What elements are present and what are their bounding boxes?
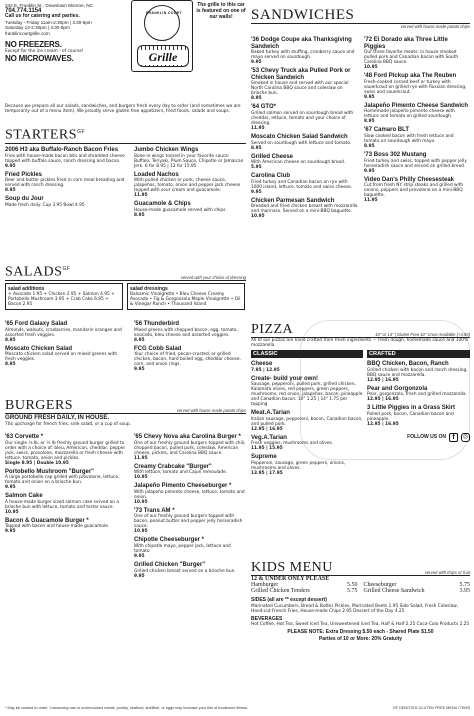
- menu-item: [134, 172, 246, 199]
- sandwiches-note: served with house made potato chips: [400, 24, 470, 29]
- menu-item-description: Sausage, pepperoni, pulled pork, grilled chicken, Kalamata olives, red peppers, green peppers, mushrooms, red onion, jalapeños, bacon, pineapple and Canadian bacon. 10" 1.25 | 14" 1.75 per topping: [251, 382, 363, 408]
- menu-item-name: Jalapeño Pimento Cheese Sandwich: [364, 102, 469, 109]
- crafted-pizza-list: [367, 361, 470, 427]
- kids-title: KIDS MENU: [251, 560, 333, 575]
- menu-item: [134, 464, 246, 481]
- microwave-note: Because we prepare all our salads, sandwiches, and burgers fresh every day to order (and sometimes we are temporarily out of a menu item). We proudly serve gluten free appetizers, fried foods, salads and soups.: [5, 104, 241, 114]
- menu-item-description: Fried turkey and swiss, topped with pepper jelly horseradish sauce and served on grilled bread.: [364, 158, 467, 169]
- menu-item: [251, 376, 363, 408]
- menu-item-price: 7.95 | 12.95: [251, 367, 280, 373]
- menu-item: [364, 73, 470, 100]
- menu-item-name: '73 Boss 302 Mustang: [364, 151, 427, 158]
- menu-item-description: A large portobello cap grilled with provolone, lettuce, tomato and onion on a brioche bun.: [5, 475, 120, 486]
- logo: [131, 0, 193, 72]
- salads-title: $SALADS^{GF}$: [5, 264, 71, 280]
- salads-section: [5, 262, 246, 310]
- left-column: [5, 0, 126, 63]
- sides-block: [251, 597, 470, 614]
- menu-item-description: With chipotle mayo, pepper jack, lettuce and tomato.: [134, 543, 231, 554]
- menu-item-price: 5.95: [251, 165, 262, 171]
- instagram-icon[interactable]: ◎: [462, 433, 469, 440]
- menu-item-description: With jalapeño pimento cheese, lettuce, tomato and onion.: [134, 489, 245, 500]
- menu-item-price: 11.95: [134, 193, 148, 199]
- menu-item-name: Veg.A.Tarian: [251, 434, 287, 441]
- menu-item: [251, 154, 359, 171]
- salads-note: served with your choice of dressing: [180, 274, 246, 280]
- kids-item-name: Grilled Cheese Sandwich: [363, 588, 425, 594]
- menu-item-price: 10.95: [134, 475, 148, 481]
- salad-additions: + Avocado 1.95 + Chicken 2.95 + Salmon 4.95 + Portobello Mushroom 3.95 + Crab Cake 6.95 + Bacon 2.95: [8, 292, 115, 308]
- sides-text: Marinated Cucumbers, Bread & Butter Pickles, Marinated Beets 1.95 Side Salad, Fresh Coleslaw, Hand-cut French Fries, House-made Chips 2.95 Dessert of the Day 4.25: [251, 603, 459, 614]
- hours-saturday: Saturday 12-2:30pm | 4:30-8pm: [5, 25, 70, 31]
- menu-item-name: Salmon Cake: [5, 493, 43, 500]
- menu-item: [5, 493, 126, 515]
- menu-item-description: Fries with house-made bacon bits and shredded cheese topped with buffalo sauce, ranch dressing and bacon.: [5, 153, 125, 164]
- menu-item-description: Pulled pork, bacon, Canadian bacon and pineapple.: [367, 411, 454, 422]
- menu-item-name: Bacon & Guacamole Burger *: [5, 517, 89, 524]
- menu-item-description: A house-made burger sized salmon cake served on a brioche bun with lettuce, tomato and tartar sauce.: [5, 499, 120, 510]
- menu-item-price: 10.95: [134, 529, 148, 535]
- burgers-subnote: 70¢ upcharge for french fries, side salad, or a cup of soup.: [5, 421, 131, 427]
- menu-item-price: 9.95: [134, 573, 145, 579]
- menu-item-price: 8.95: [5, 337, 16, 343]
- pizza-title: PIZZA: [251, 322, 294, 337]
- sandwiches-list-right: [364, 34, 470, 203]
- menu-item-price: 9.95: [5, 529, 16, 535]
- menu-item-name: '63 Corvette *: [5, 434, 44, 440]
- menu-item: [134, 201, 246, 218]
- menu-item-price: 8.95: [5, 362, 16, 368]
- menu-item-description: Almonds, walnuts, cranberries, mandarin oranges and assorted fresh veggies.: [5, 327, 122, 338]
- menu-item-price: 12.95 | 16.95: [367, 397, 399, 403]
- menu-item-price: 10.95: [134, 499, 148, 505]
- policy-block: [251, 629, 470, 642]
- classic-title: CLASSIC: [251, 350, 363, 358]
- menu-item: [134, 508, 246, 535]
- menu-item: [134, 434, 246, 461]
- menu-item-name: Grilled Cheese: [251, 153, 294, 160]
- follow-label: FOLLOW US ON: [407, 433, 446, 440]
- menu-item-price: 9.95: [5, 485, 16, 491]
- menu-item-description: Smoked in house and served with our special North Carolina BBQ sauce and coleslaw on brioche bun.: [251, 81, 349, 97]
- menu-item-name: '53 Chevy Truck aka Pulled Pork or Chicken Sandwich: [251, 68, 351, 81]
- menu-item-price: 9.95: [134, 553, 145, 559]
- menu-item-price: 11.95: [364, 198, 378, 204]
- menu-item-price: 8.95: [364, 143, 375, 149]
- kids-items: [251, 582, 470, 594]
- menu-item-description: Fresh-cooked corned beef or turkey with sauerkraut on grilled rye with Russian dressing, swiss and sauerkraut.: [364, 79, 467, 95]
- menu-item: [367, 361, 470, 383]
- burgers-subtitle: GROUND FRESH DAILY, IN HOUSE.: [5, 414, 110, 421]
- salad-dressings: Balsamic Vinaigrette • Bleu Cheese Creamy Avocado • Fig & Gorgonzola Maple Vinaigrette • Oil & Vinegar Ranch • Thousand Island: [130, 292, 241, 308]
- menu-item-name: Fried Pickles: [5, 171, 43, 178]
- menu-item-description: Breaded and fried chicken breast with mozzarella and marinara. Served on a mini-BBQ baguette.: [251, 204, 358, 215]
- menu-item-price: 11.95: [134, 455, 148, 461]
- menu-item-description: Moscato chicken salad served on mixed greens with fresh veggies.: [5, 352, 118, 363]
- starters-section: [5, 125, 246, 144]
- kids-note: served with chips or fruit: [424, 570, 470, 575]
- menu-item: [5, 196, 126, 208]
- menu-item-name: '65 Chevy Nova aka Carolina Burger *: [134, 434, 241, 440]
- pizza-size: 10" or 14" | Gluten Free 10" Crust Available (+3.50): [375, 332, 470, 337]
- menu-item-price: 11.95: [251, 125, 265, 131]
- menu-item-price: 8.95: [134, 337, 145, 343]
- beverages-block: [251, 616, 470, 628]
- menu-item: [5, 346, 126, 368]
- menu-item-price: 8.95: [5, 188, 16, 194]
- menu-item-description: With pulled chicken or pork, cheese sauce, jalapeños, tomato, onion and pepper jack cheese topped with sour cream and guacamole.: [134, 178, 241, 194]
- menu-item: [134, 537, 246, 559]
- menu-item: [364, 177, 470, 204]
- menu-item: [251, 454, 363, 476]
- kids-age-note: 12 & UNDER ONLY PLEASE: [251, 576, 330, 582]
- menu-item-name: Video Dan's Philly Cheesesteak: [364, 176, 455, 183]
- menu-item-price: 12.95 | 16.95: [367, 421, 399, 427]
- menu-item: [5, 172, 126, 194]
- menu-item-description: Pear, gorgonzola, fresh and grilled mozzarella.: [367, 392, 467, 398]
- menu-item-name: Supreme: [251, 454, 277, 461]
- menu-item-description: Italian sausage, pepperoni, bacon, Canadian bacon, and pulled pork.: [251, 416, 363, 427]
- menu-item-name: '56 Thunderbird: [134, 321, 180, 327]
- freezer-note: Except for the ice cream - of course!: [5, 48, 84, 54]
- menu-item-description: Our three favorite meats: in house smoked pulled pork and Canadian bacon with South Carolina BBQ sauce.: [364, 50, 459, 66]
- header-info: [5, 3, 126, 37]
- crafted-title: CRAFTED: [367, 350, 470, 358]
- starters-title: $STARTERS^{GF}$: [5, 127, 86, 143]
- menu-item-price: 8.95: [251, 145, 262, 151]
- menu-item-description: Mixed greens with chopped bacon, egg, tomato, avocado, bleu cheese and assorted veggies.: [134, 327, 238, 338]
- menu-item-name: '48 Ford Pickup aka The Reuben: [364, 73, 457, 80]
- menu-item-description: Bone-in wings tossed in your favorite sauce: Buffalo, Teriyaki, Plum Sauce, Chipotle or Jamaican Jerk. 6 for 8.95 | 12 for 15.95: [134, 153, 244, 169]
- sides-title: SIDES (all are ** except dessert): [251, 597, 327, 603]
- menu-item-name: Portobello Mushroom "Burger": [5, 468, 95, 475]
- menu-item-name: '67 Camaro BLT: [364, 127, 409, 134]
- kids-item-name: Hamburger: [251, 582, 279, 588]
- menu-item-description: Grilled chicken breast served on a brioche bun.: [134, 568, 236, 574]
- menu-item: [251, 104, 359, 131]
- sandwiches-list-left: [251, 34, 359, 219]
- social-links: [367, 433, 470, 442]
- starters-list-left: [5, 144, 126, 208]
- menu-item: [367, 386, 470, 403]
- menu-item-description: With American cheese on sourdough bread.: [251, 160, 346, 166]
- menu-item: [251, 435, 363, 452]
- menu-item-name: 3 Little Piggies in a Grass Skirt: [367, 405, 456, 412]
- menu-item: [5, 434, 126, 466]
- menu-item-price: 9.95: [5, 163, 16, 169]
- menu-item-name: BBQ Chicken, Bacon, Ranch: [367, 361, 449, 367]
- address: 232 E. Franklin St., Downtown Monroe, NC: [5, 3, 93, 8]
- kids-item-price: 5.75: [347, 588, 358, 594]
- menu-item-description: Topped with bacon and house-made guacamole.: [5, 524, 110, 530]
- salad-additions-box: [5, 283, 123, 311]
- menu-item: [251, 68, 359, 101]
- menu-item-description: Pepperoni, sausage, green peppers, onions, mushrooms and olives.: [251, 460, 346, 471]
- menu-item-name: Creamy Crabcake "Burger": [134, 463, 212, 470]
- beverages-title: BEVERAGES: [251, 615, 283, 622]
- menu-item-price: 9.95: [134, 367, 145, 373]
- menu-item-name: '65 Ford Galaxy Salad: [5, 321, 68, 327]
- tagline: The grille to this car is featured on one of our walls!: [196, 2, 246, 20]
- catering-note: Call us for catering and parties.: [5, 13, 80, 20]
- policy-line-2: Parties of 10 or More: 20% Gratuity: [318, 635, 403, 642]
- menu-item-description: Baked turkey with stuffing, cranberry sauce and mayo served on sourdough.: [251, 50, 355, 61]
- phone[interactable]: 704.774.1154: [5, 7, 42, 14]
- menu-item-price: 10.95: [5, 509, 19, 515]
- menu-item-description: Cut from fresh NY strip steaks and grilled with onions, peppers and provolone on a mini-BBQ baguette.: [364, 183, 464, 199]
- menu-item-name: '64 GTO*: [251, 104, 276, 111]
- menu-item: [134, 147, 246, 169]
- footer-disclaimer: * May be cooked to order. Consuming raw or undercooked meats, poultry, seafood, shellfish, or eggs may increase your risk of foodborne illness.: [5, 706, 249, 710]
- menu-item-price: 9.95: [364, 94, 375, 100]
- kids-item-price: 3.95: [459, 588, 470, 594]
- car-grille-image: [137, 45, 189, 67]
- kids-item-name: Grilled Chicken Tenders: [251, 588, 310, 594]
- facebook-icon[interactable]: f: [449, 433, 458, 442]
- menu-item-name: '72 El Dorado aka Three Little Piggies: [364, 37, 448, 50]
- menu-item-name: '36 Dodge Coupe aka Thanksgiving Sandwich: [251, 37, 352, 50]
- menu-item: [251, 173, 359, 195]
- menu-item: [134, 483, 246, 505]
- salads-list-left: [5, 318, 126, 367]
- menu-item: [367, 405, 470, 427]
- menu-item-name: Guacamole & Chips: [134, 201, 191, 208]
- classic-pizza-list: [251, 361, 363, 476]
- menu-item-name: FCG Cobb Salad: [134, 345, 182, 352]
- kids-item-name: Cheeseburger: [363, 582, 397, 588]
- menu-item-description: House-made guacamole served with chips.: [134, 207, 227, 213]
- menu-item: [5, 321, 126, 343]
- menu-item-price: 8.95: [251, 96, 262, 102]
- menu-item-price: Single 8.95 | Double 10.95: [5, 460, 69, 466]
- menu-item-description: Fried turkey and Canadian bacon on rye with 1000 island, lettuce, tomato and swiss cheese.: [251, 179, 353, 190]
- menu-item-description: With lettuce, tomato and Cajun remoulade.: [134, 470, 228, 476]
- menu-item-name: 2006 H3 aka Buffalo-Ranch Bacon Fries: [5, 147, 119, 153]
- logo-ring-text: FRANKLIN COURT: [146, 11, 182, 15]
- menu-item: [364, 37, 470, 70]
- menu-item-name: Grilled Chicken "Burger": [134, 561, 206, 568]
- menu-item-description: One of our freshly ground burgers topped with chili, chopped bacon, pulled pork, coleslaw, American cheese, pickles, and Carolina BBQ sauce.: [134, 440, 246, 456]
- no-microwaves: NO MICROWAVES.: [5, 53, 74, 63]
- menu-item-price: 9.95: [251, 189, 262, 195]
- menu-item-name: Loaded Nachos: [134, 171, 179, 178]
- kids-item-price: 5.50: [347, 582, 358, 588]
- menu-item-description: Homemade jalapeño pimento cheese with lettuce and tomato on grilled sourdough.: [364, 109, 455, 120]
- menu-item-name: Create- build your own!: [251, 375, 319, 382]
- menu-item-name: Meat.A.Tarian: [251, 410, 290, 417]
- beverages-text: Hot Coffee, Hot Tea, Sweet Iced Tea, Unsweetened Iced Tea, Half & Half 2.25 Coca-Cola Products 2.25: [251, 622, 470, 628]
- menu-item: [364, 127, 470, 149]
- menu-item-price: 10.95: [364, 65, 378, 71]
- menu-item: [251, 37, 359, 65]
- menu-item: [134, 321, 246, 343]
- menu-item-name: Chipotle Cheeseburger *: [134, 537, 205, 544]
- menu-item-price: 8.95: [364, 119, 375, 125]
- salad-dressings-title: salad dressings: [130, 285, 168, 292]
- sandwiches-section: [251, 8, 470, 29]
- salad-dressings-box: [127, 283, 245, 311]
- menu-item: [364, 152, 470, 174]
- sandwiches-title: SANDWICHES: [251, 7, 355, 23]
- burgers-note: served with house made potato chips: [176, 408, 246, 413]
- menu-item-description: Your choice of fried, pecan-crusted, or grilled chicken, bacon, hard boiled egg, cheddar cheese, corn, and onion rings.: [134, 352, 241, 368]
- menu-item-price: 12.95 | 16.95: [251, 426, 283, 432]
- menu-item-name: Moscato Chicken Salad Sandwich: [251, 133, 348, 140]
- kids-item-price: 5.75: [459, 582, 470, 588]
- salads-list-right: [134, 318, 246, 372]
- menu-item: [5, 469, 126, 491]
- menu-item-name: Jalapeño Pimento Cheeseburger *: [134, 483, 232, 490]
- menu-item-description: Made fresh daily. Cup 3.95 Bowl 4.95: [5, 202, 85, 208]
- menu-item-price: 13.95 | 17.95: [251, 470, 283, 476]
- menu-item-description: Our single ¼ lb. or ½ lb freshly ground burger grilled to order with a choice of: bleu, American, cheddar, pepper jack, swiss, provolone, mozzarella or fresh cheese with lettuce, tomato, onion and pickles.: [5, 440, 126, 461]
- menu-item-name: Chicken Parmesan Sandwich: [251, 197, 335, 204]
- menu-item-description: Served on sourdough with lettuce and tomato.: [251, 140, 352, 146]
- logo-word: Grille: [140, 50, 186, 65]
- menu-item-price: 10.95: [251, 214, 265, 220]
- burgers-list-right: [134, 431, 246, 579]
- pizza-section: [251, 322, 470, 476]
- menu-item-description: One of our freshly ground burgers topped with bacon, peanut butter and pepper jelly horseradish sauce.: [134, 514, 243, 530]
- menu-item-price: 9.95: [364, 168, 375, 174]
- menu-item-name: Pear and Gorgonzola: [367, 385, 428, 392]
- menu-item-name: Carolina Club: [251, 173, 291, 180]
- menu-item-name: Soup du Jour: [5, 196, 44, 203]
- kids-item: [364, 588, 471, 594]
- menu-item: [134, 346, 246, 373]
- menu-item: [251, 134, 359, 151]
- burgers-section: [5, 398, 246, 427]
- burgers-list-left: [5, 431, 126, 534]
- menu-item-name: Moscato Chicken Salad: [5, 345, 73, 352]
- website[interactable]: franklincourtgrille.com: [5, 30, 50, 36]
- salad-additions-title: salad additions: [8, 285, 45, 292]
- menu-item-price: 11.95 | 15.95: [251, 446, 283, 452]
- kids-section: [251, 560, 470, 642]
- menu-item: [134, 562, 246, 579]
- menu-item-price: 9.95: [251, 60, 262, 66]
- policy-line-1: PLEASE NOTE: Extra Dressing $.50 each - Shared Plate $1.50: [287, 629, 434, 636]
- menu-item-price: 8.95: [134, 212, 145, 218]
- menu-item-price: 12.95 | 16.95: [367, 377, 399, 383]
- menu-item-description: Grilled chicken with bacon and ranch dressing, BBQ sauce and mozzarella.: [367, 367, 468, 378]
- menu-item-name: Cheese: [251, 361, 273, 367]
- menu-item-description: Beer and butter pickles fried in corn meal breading and served with ranch dressing.: [5, 178, 125, 189]
- menu-item-description: Slow cooked bacon with fresh lettuce and tomato on sourdough with mayo.: [364, 133, 454, 144]
- hours-weekday: Tuesday - Friday 11am-2:30pm | 4:30-8pm: [5, 19, 92, 25]
- menu-item: [5, 518, 126, 535]
- no-freezers: NO FREEZERS.: [5, 39, 62, 49]
- menu-item: [251, 198, 359, 220]
- menu-item: [251, 410, 363, 432]
- footer-gf-note: GF DENOTES GLUTEN FREE MENU ITEMS: [392, 706, 470, 710]
- kids-item: [251, 588, 358, 594]
- burgers-title: BURGERS: [5, 398, 74, 413]
- menu-item-name: Jumbo Chicken Wings: [134, 147, 199, 153]
- pizza-note: All of our pizzas are hand crafted from fresh ingredients — fresh dough, homemade sauce and 100% mozzarella.: [251, 338, 469, 348]
- starters-list-right: [134, 144, 246, 218]
- menu-item: [5, 147, 126, 169]
- menu-item-name: '73 Trans AM *: [134, 507, 175, 514]
- menu-item: [364, 103, 470, 125]
- menu-item: [251, 361, 363, 373]
- menu-item-description: Grilled salmon served on sourdough bread with cheddar, lettuce, tomato and your choice of dressing.: [251, 110, 354, 126]
- menu-item-description: Fresh veggies, mushrooms and olives.: [251, 441, 334, 447]
